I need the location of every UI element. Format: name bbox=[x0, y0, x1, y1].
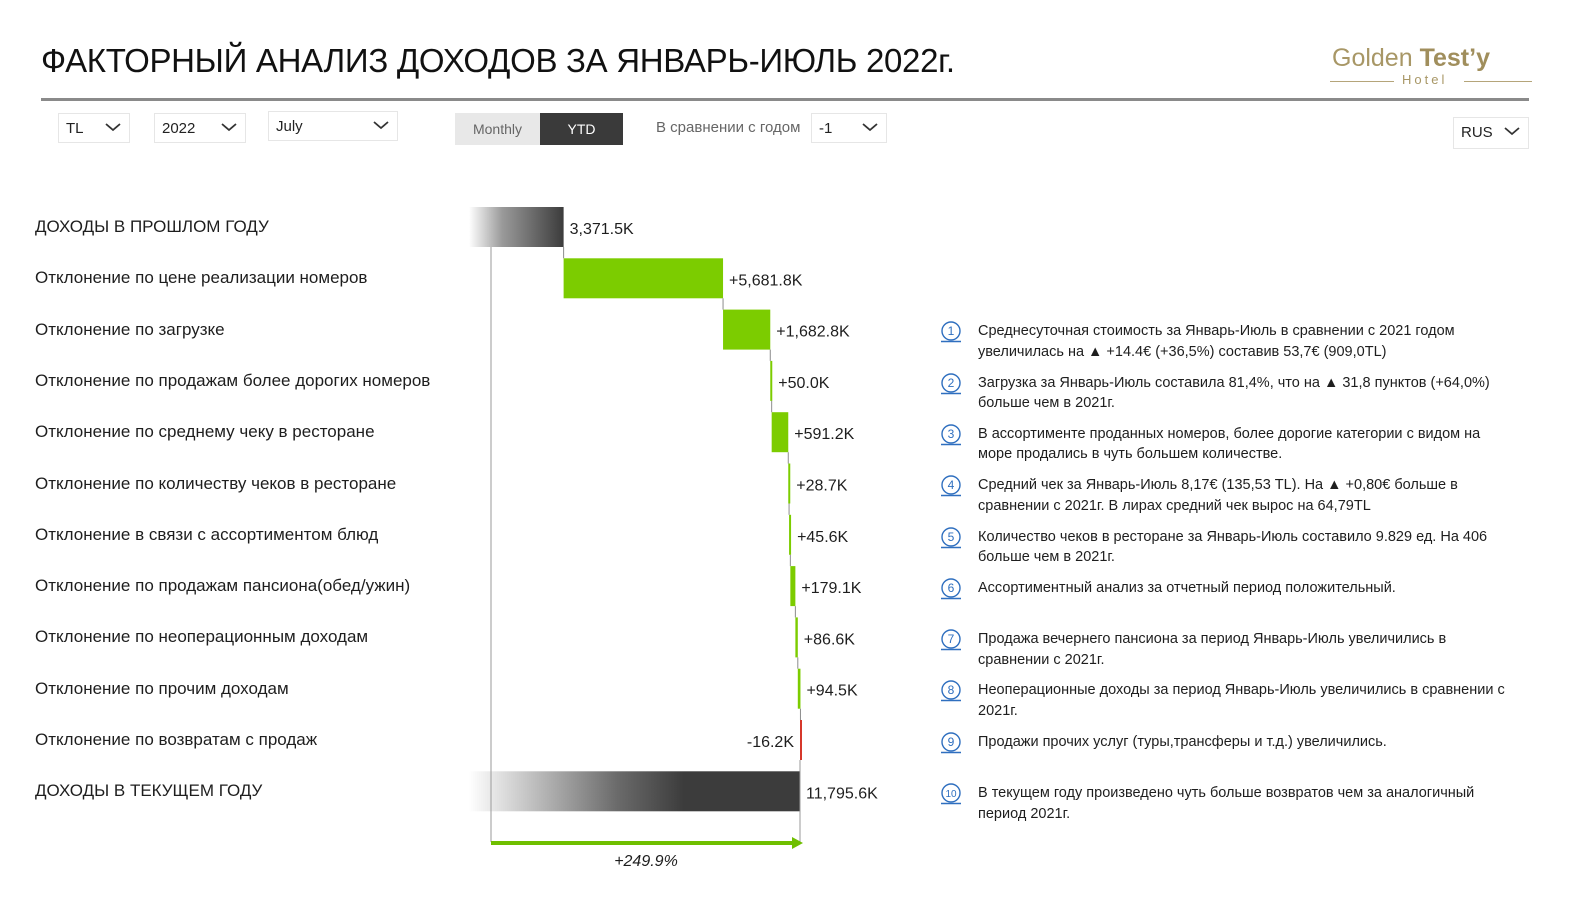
growth-arrow-head bbox=[792, 837, 803, 849]
bar-data-label: +28.7K bbox=[796, 477, 848, 495]
commentary-number: 4 bbox=[947, 478, 955, 493]
waterfall-row-label: Отклонение по прочим доходам bbox=[35, 678, 289, 698]
bar-delta bbox=[772, 412, 789, 452]
waterfall-row-label: Отклонение по загрузке bbox=[35, 319, 225, 339]
waterfall-row-label: Отклонение по продажам более дорогих номеров bbox=[35, 370, 431, 390]
bar-delta bbox=[770, 361, 772, 401]
growth-percentage-label: +249.9% bbox=[614, 853, 678, 870]
currency-value: TL bbox=[66, 120, 84, 137]
waterfall-row-label: ДОХОДЫ В ПРОШЛОМ ГОДУ bbox=[35, 217, 269, 236]
commentary-text: Продажи прочих услуг (туры,трансферы и т.д.) увеличились. bbox=[978, 733, 1387, 750]
commentary-number: 1 bbox=[947, 324, 955, 339]
waterfall-row-label: Отклонение по количеству чеков в ресторане bbox=[35, 473, 397, 493]
commentary-text: Неоперационные доходы за период Январь-Июль увеличились в сравнении с 2021г. bbox=[978, 682, 1505, 719]
bar-data-label: +50.0K bbox=[778, 374, 830, 392]
bar-delta bbox=[789, 515, 791, 555]
numbered-circle-icon bbox=[940, 783, 962, 805]
commentary-number: 3 bbox=[947, 426, 955, 441]
ytd-toggle[interactable]: YTD bbox=[540, 113, 623, 145]
commentary-text: Средний чек за Январь-Июль 8,17€ (135,53 TL). На ▲ +0,80€ больше в сравнении с 2021г. В лирах средний чек вырос на 64,79TL bbox=[978, 477, 1458, 514]
numbered-circle-icon bbox=[940, 373, 962, 395]
logo-sub-text: Hotel bbox=[1402, 72, 1448, 87]
numbered-circle-icon bbox=[940, 424, 962, 446]
bar-delta bbox=[795, 617, 797, 657]
bar-data-label: +1,682.8K bbox=[776, 323, 850, 341]
commentary-number: 2 bbox=[947, 375, 955, 390]
numbered-circle-icon bbox=[940, 321, 962, 343]
logo-word-testy: Test’y bbox=[1419, 44, 1490, 72]
commentary-number: 10 bbox=[945, 789, 957, 800]
commentary-number: 9 bbox=[947, 734, 955, 749]
bar-data-label: -16.2K bbox=[746, 734, 794, 751]
compare-year-label: В сравнении с годом bbox=[656, 119, 801, 136]
commentary-text: В текущем году произведено чуть больше возвратов чем за аналогичный период 2021г. bbox=[978, 785, 1475, 822]
bar-delta bbox=[798, 669, 801, 709]
numbered-circle-icon bbox=[940, 629, 962, 651]
page-title: ФАКТОРНЫЙ АНАЛИЗ ДОХОДОВ ЗА ЯНВАРЬ-ИЮЛЬ 2022г. bbox=[41, 42, 955, 79]
commentary-number: 8 bbox=[947, 683, 955, 698]
waterfall-row-label: ДОХОДЫ В ТЕКУЩЕМ ГОДУ bbox=[35, 781, 263, 801]
numbered-circle-icon bbox=[940, 732, 962, 754]
commentary-text: Продажа вечернего пансиона за период Январь-Июль увеличились в сравнении с 2021г. bbox=[978, 631, 1447, 668]
month-value: July bbox=[276, 118, 303, 135]
year-value: 2022 bbox=[162, 120, 196, 137]
bar-data-label: +591.2K bbox=[794, 426, 855, 444]
numbered-circle-icon bbox=[940, 578, 962, 600]
waterfall-row-label: Отклонение в связи с ассортиментом блюд bbox=[35, 524, 379, 544]
waterfall-row-label: Отклонение по продажам пансиона(обед/ужин) bbox=[35, 576, 411, 596]
waterfall-row-label: Отклонение по возвратам с продаж bbox=[35, 730, 318, 749]
commentary-text: Ассортиментный анализ за отчетный период положительный. bbox=[978, 579, 1396, 596]
commentary-text: Загрузка за Январь-Июль составила 81,4%, что на ▲ 31,8 пунктов (+64,0%) больше чем в 2021г. bbox=[978, 374, 1490, 412]
numbered-circle-icon bbox=[940, 475, 962, 497]
numbered-circle-icon bbox=[940, 680, 962, 702]
commentary-text: Количество чеков в ресторане за Январь-Июль составило 9.829 ед. На 406 больше чем в 2021г. bbox=[978, 528, 1488, 565]
bar-delta bbox=[800, 720, 802, 760]
bar-last-year-total bbox=[469, 207, 564, 247]
commentary-number: 6 bbox=[947, 580, 955, 595]
bar-data-label: +86.6K bbox=[803, 631, 855, 649]
bar-data-label: +5,681.8K bbox=[729, 272, 803, 290]
waterfall-row-label: Отклонение по среднему чеку в ресторане bbox=[35, 422, 375, 442]
commentary-number: 5 bbox=[947, 529, 955, 544]
bar-data-label: +179.1K bbox=[801, 580, 862, 598]
numbered-circle-icon bbox=[940, 527, 962, 549]
bar-delta bbox=[790, 566, 795, 606]
commentary-text: Среднесуточная стоимость за Январь-Июль в сравнении с 2021 годом увеличилась на ▲ +14.4€ (+36,5%) составив 53,7€ (909,0TL) bbox=[978, 323, 1455, 360]
language-value: RUS bbox=[1461, 124, 1493, 141]
bar-data-label: 3,371.5K bbox=[569, 221, 634, 238]
bar-delta bbox=[723, 310, 770, 350]
commentary-number: 7 bbox=[947, 632, 955, 647]
logo-word-golden: Golden bbox=[1332, 44, 1413, 72]
bar-data-label: +94.5K bbox=[806, 682, 858, 700]
bar-data-label: 11,795.6K bbox=[806, 785, 878, 803]
bar-current-year-total bbox=[469, 771, 800, 811]
compare-year-value: -1 bbox=[819, 120, 833, 137]
bar-delta bbox=[788, 464, 790, 504]
commentary-text: В ассортименте проданных номеров, более дорогие категории с видом на море продались в чуть большем количестве. bbox=[978, 425, 1481, 463]
bar-data-label: +45.6K bbox=[797, 528, 849, 546]
waterfall-row-label: Отклонение по цене реализации номеров bbox=[35, 268, 368, 288]
monthly-toggle[interactable]: Monthly bbox=[455, 113, 540, 145]
waterfall-row-label: Отклонение по неоперационным доходам bbox=[35, 627, 369, 647]
bar-delta bbox=[564, 258, 723, 298]
